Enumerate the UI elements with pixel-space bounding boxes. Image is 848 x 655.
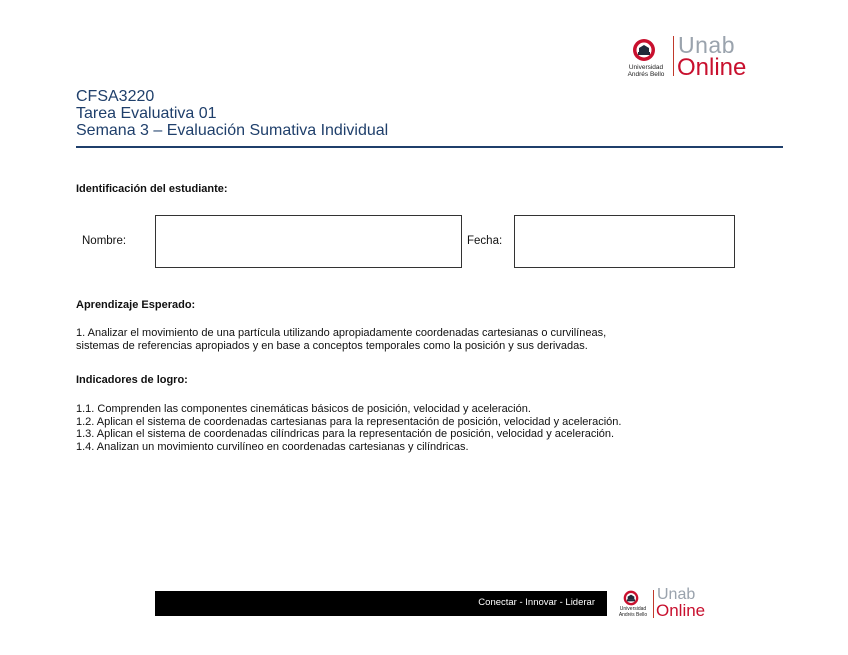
title-divider [76, 146, 783, 148]
learning-text [76, 327, 776, 352]
indicators-section-title: Indicadores de logro: [76, 374, 188, 386]
footer-brand-unab: Unab [657, 586, 696, 603]
footer-bar [155, 591, 607, 616]
indicator-item: 1.4. Analizan un movimiento curvilíneo en coordenadas cartesianas y cilíndricas. [76, 440, 469, 453]
indicator-item: 1.1. Comprenden las componentes cinemáticas básicos de posición, velocidad y aceleración. [76, 403, 531, 415]
date-field[interactable] [514, 215, 735, 268]
indicators-list [76, 403, 776, 453]
brand-online: Online [677, 54, 747, 81]
footer-slogan: Conectar - Innovar - Liderar [478, 597, 595, 608]
footer-logo [615, 586, 715, 622]
indicator-item: 1.2. Aplican el sistema de coordenadas cartesianas para la representación de posición, velocidad y aceleración. [76, 415, 622, 428]
university-name: Universidad Andrés Bello [627, 64, 665, 78]
unab-online-logo [622, 30, 752, 82]
university-seal-icon [632, 38, 656, 62]
footer-logo-divider [653, 590, 654, 618]
learning-section-title: Aprendizaje Esperado: [76, 299, 196, 311]
footer-brand-online: Online [656, 601, 706, 620]
date-label: Fecha: [467, 235, 503, 247]
logo-divider [673, 36, 674, 76]
task-title: Tarea Evaluativa 01 [76, 105, 217, 122]
footer-university-name: Universidad Andrés Bello [618, 606, 648, 618]
title-block [76, 88, 388, 139]
learning-line: 1. Analizar el movimiento de una partícula utilizando apropiadamente coordenadas cartesianas o curvilíneas, [76, 327, 607, 339]
course-code: CFSA3220 [76, 88, 155, 105]
footer-seal-icon [623, 590, 639, 606]
indicator-item: 1.3. Aplican el sistema de coordenadas cilíndricas para la representación de posición, velocidad y aceleración. [76, 428, 615, 440]
brand-unab: Unab [678, 32, 735, 58]
learning-line: sistemas de referencias apropiados y en base a conceptos temporales como la posición y sus derivadas. [76, 339, 588, 352]
name-field[interactable] [155, 215, 462, 268]
name-label: Nombre: [82, 235, 127, 247]
page-subtitle: Semana 3 – Evaluación Sumativa Individual [76, 122, 389, 139]
student-section-title: Identificación del estudiante: [76, 183, 228, 195]
